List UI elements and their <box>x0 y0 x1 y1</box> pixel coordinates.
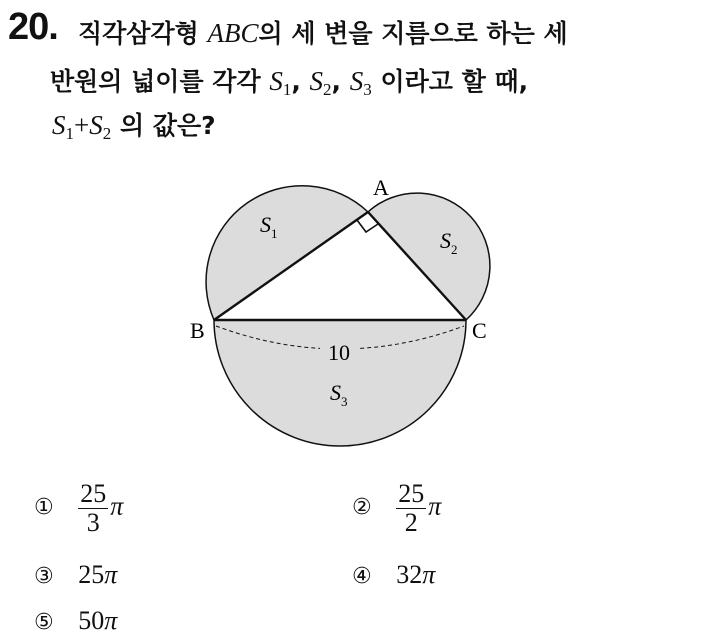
region-label-s3: $S_3$ <box>330 380 348 409</box>
choice-value: 25 <box>78 560 105 589</box>
question-text: 직각삼각형 <box>78 19 199 48</box>
pi-symbol: π <box>428 491 442 521</box>
choice-5[interactable] <box>34 606 117 636</box>
choice-fraction <box>78 480 108 537</box>
choice-marker: ① <box>34 495 54 521</box>
vertex-label-a: A <box>373 175 389 200</box>
question-line-3 <box>52 106 216 144</box>
pi-symbol: π <box>104 606 118 635</box>
choice-1[interactable] <box>34 480 123 537</box>
numerator: 25 <box>80 479 107 508</box>
choice-2[interactable] <box>352 480 441 537</box>
choice-fraction <box>396 480 426 537</box>
pi-symbol: π <box>422 560 436 589</box>
expression-s1-plus-s2: $S_1+S_2$ <box>52 110 112 143</box>
numerator: 25 <box>398 479 425 508</box>
question-text: 반원의 넓이를 각각 <box>50 67 261 96</box>
vertex-label-b: B <box>190 318 205 343</box>
question-text: 의 세 변을 지름으로 하는 세 <box>258 19 568 48</box>
triangle-name: ABC <box>207 18 259 48</box>
denominator: 2 <box>404 508 418 537</box>
choice-marker: ③ <box>34 564 54 589</box>
choice-4[interactable] <box>352 560 435 590</box>
separator: , <box>291 67 301 96</box>
symbol-s3: $S_3$ <box>349 66 372 99</box>
choice-value: 32 <box>396 560 423 589</box>
question-text: 이라고 할 때, <box>380 67 529 96</box>
question-number: 20. <box>8 6 58 48</box>
choice-value: 50 <box>78 606 105 635</box>
vertex-label-c: C <box>472 318 487 343</box>
question-text: 의 값은? <box>119 111 216 140</box>
symbol-s1: $S_1$ <box>269 66 292 99</box>
denominator: 3 <box>86 508 100 537</box>
semicircle-figure <box>180 158 520 458</box>
pi-symbol: π <box>110 491 124 521</box>
region-label-s1: $S_1$ <box>260 212 278 241</box>
choice-marker: ⑤ <box>34 610 54 635</box>
choice-marker: ④ <box>352 564 372 589</box>
pi-symbol: π <box>104 560 118 589</box>
separator: , <box>331 67 342 96</box>
length-label-bc: 10 <box>328 340 350 365</box>
choice-3[interactable] <box>34 560 117 590</box>
region-label-s2: $S_2$ <box>440 228 458 257</box>
question-line-1 <box>78 14 568 50</box>
choice-marker: ② <box>352 495 372 521</box>
question-line-2 <box>50 62 528 100</box>
symbol-s2: $S_2$ <box>309 66 332 99</box>
